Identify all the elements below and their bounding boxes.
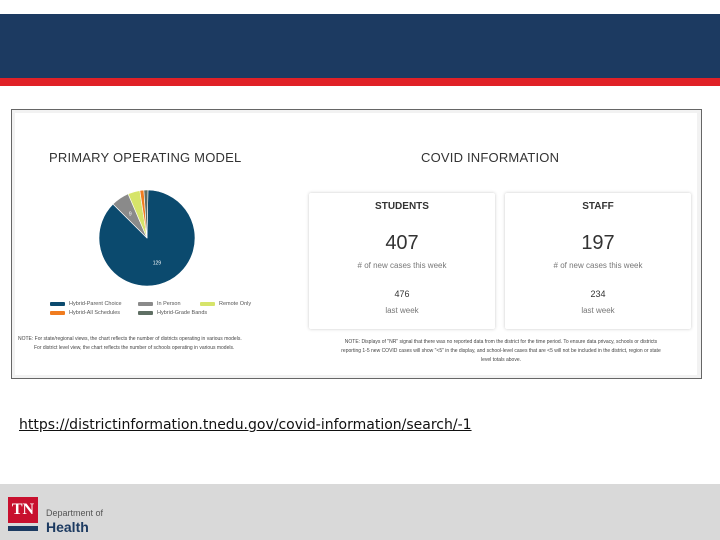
operating-model-note	[18, 335, 300, 353]
staff-card	[505, 193, 691, 329]
operating-model-panel	[15, 113, 301, 375]
operating-model-note-line1: NOTE: For state/regional views, the chart reflects the number of districts operating in various models.	[18, 336, 242, 342]
legend-item-remote-only	[200, 301, 251, 307]
students-card-title: STUDENTS	[375, 201, 429, 212]
students-new-cases-value: 407	[385, 232, 419, 254]
legend-item-in-person	[138, 301, 181, 307]
legend-swatch-remote-only	[200, 302, 215, 306]
staff-new-cases-label: # of new cases this week	[553, 261, 643, 270]
legend-item-hybrid-grade-bands	[138, 310, 207, 316]
staff-new-cases-value: 197	[581, 232, 615, 254]
footer-band	[0, 484, 720, 540]
operating-model-pie-chart	[97, 188, 197, 288]
students-last-week-value: 476	[394, 289, 410, 299]
covid-information-note	[309, 338, 693, 365]
logo-dept-text: Department of	[46, 508, 104, 518]
legend-swatch-hybrid-all-schedules	[50, 311, 65, 315]
legend-item-hybrid-parent-choice	[50, 301, 122, 307]
legend-label-hybrid-grade-bands: Hybrid-Grade Bands	[157, 310, 208, 316]
students-new-cases-label: # of new cases this week	[357, 261, 447, 270]
staff-last-week-value: 234	[590, 289, 606, 299]
tn-logo-mark: TN	[8, 497, 38, 523]
legend-label-in-person: In Person	[157, 301, 181, 307]
legend-swatch-hybrid-parent-choice	[50, 302, 65, 306]
staff-last-week-label: last week	[581, 306, 615, 315]
logo-health-text: Health	[46, 519, 89, 535]
legend-label-remote-only: Remote Only	[219, 301, 252, 307]
header-band	[0, 14, 720, 78]
students-card	[309, 193, 495, 329]
covid-information-panel	[301, 113, 697, 375]
pie-label-in-person: 9	[128, 211, 132, 218]
covid-note-line3: level totals above.	[480, 357, 522, 363]
students-last-week-label: last week	[385, 306, 419, 315]
operating-model-note-line2: For district level view, the chart reflects the number of schools operating in various models.	[34, 345, 235, 351]
covid-note-line2: reporting 1-5 new COVID cases will show "<5" in the display, and school-level cases that are <5 will not be included in the district, region or state	[341, 348, 661, 354]
legend-swatch-in-person	[138, 302, 153, 306]
legend-label-hybrid-all-schedules: Hybrid-All Schedules	[69, 310, 121, 316]
covid-note-line1: NOTE: Displays of "NR" signal that there was no reported data from the district for the time period. To ensure data privacy, schools or districts	[344, 339, 658, 345]
operating-model-title: PRIMARY OPERATING MODEL	[49, 150, 242, 165]
legend-swatch-hybrid-grade-bands	[138, 311, 153, 315]
pie-label-hybrid-parent-choice: 129	[152, 260, 162, 267]
header-accent-stripe	[0, 78, 720, 86]
source-url-link[interactable]: https://districtinformation.tnedu.gov/covid-information/search/-1	[19, 417, 472, 433]
staff-card-title: STAFF	[582, 201, 614, 212]
dashboard-screenshot	[11, 109, 702, 379]
legend-label-hybrid-parent-choice: Hybrid-Parent Choice	[69, 301, 122, 307]
legend-item-hybrid-all-schedules	[50, 310, 120, 316]
covid-information-title: COVID INFORMATION	[421, 150, 560, 165]
tn-logo-bar	[8, 526, 38, 531]
